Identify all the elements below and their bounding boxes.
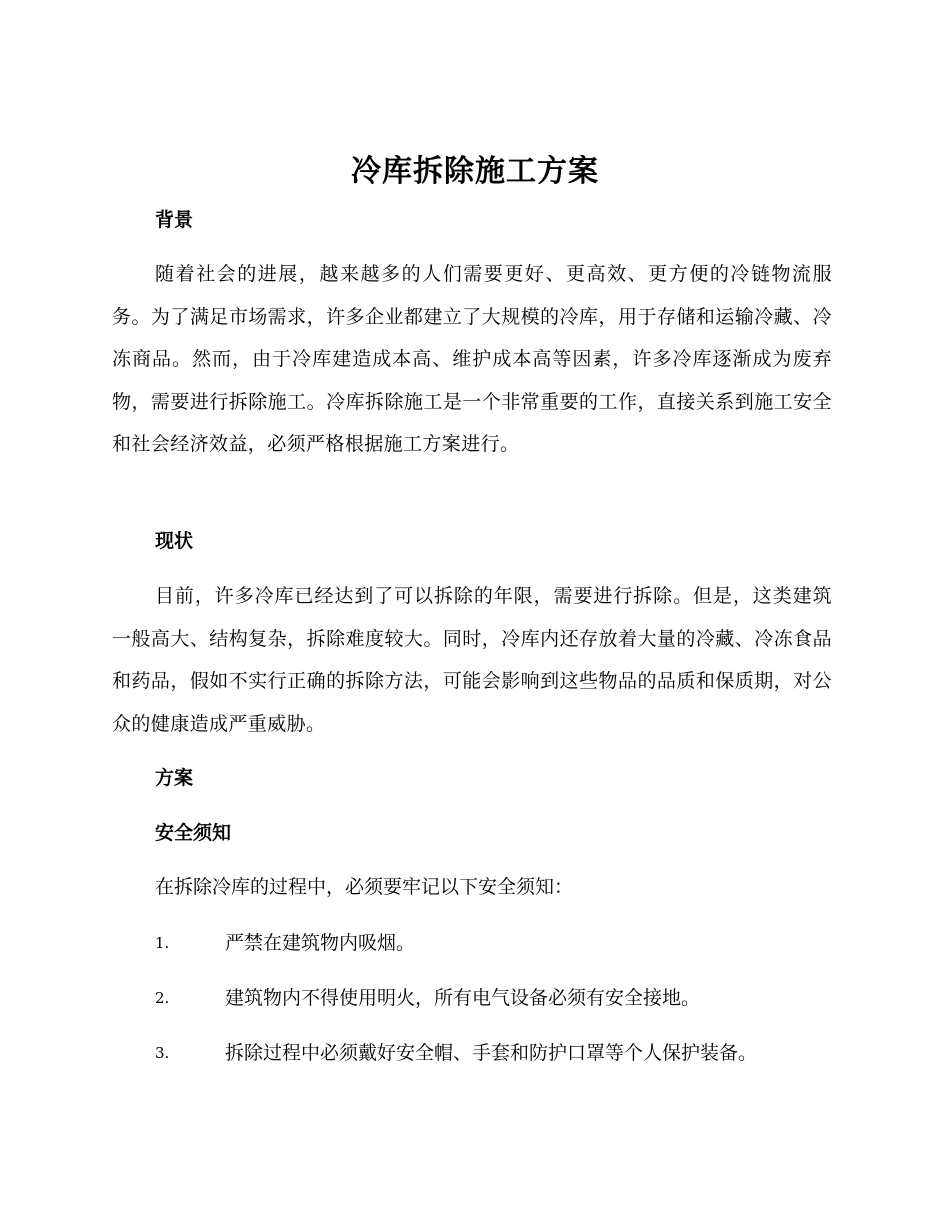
list-number: 2.	[155, 989, 170, 1007]
list-text: 建筑物内不得使用明火，所有电气设备必须有安全接地。	[225, 987, 701, 1009]
section-heading-background: 背景	[155, 209, 194, 231]
list-text: 拆除过程中必须戴好安全帽、手套和防护口罩等个人保护装备。	[225, 1042, 758, 1064]
document-title: 冷库拆除施工方案	[351, 154, 599, 189]
section-heading-status: 现状	[155, 530, 194, 552]
list-text: 严禁在建筑物内吸烟。	[225, 932, 416, 954]
status-paragraph: 目前，许多冷库已经达到了可以拆除的年限，需要进行拆除。但是，这类建筑一般高大、结构复杂，拆除难度较大。同时，冷库内还存放着大量的冷藏、冷冻食品和药品，假如不实行正确的拆除方法，可能会影响到这些物品的品质和保质期，对公众的健康造成严重威胁。	[112, 585, 832, 735]
safety-intro: 在拆除冷库的过程中，必须要牢记以下安全须知：	[155, 876, 574, 898]
section-heading-safety: 安全须知	[155, 822, 232, 844]
background-paragraph: 随着社会的进展，越来越多的人们需要更好、更高效、更方便的冷链物流服务。为了满足市场需求，许多企业都建立了大规模的冷库，用于存储和运输冷藏、冷冻商品。然而，由于冷库建造成本高、维护成本高等因素，许多冷库逐渐成为废弃物，需要进行拆除施工。冷库拆除施工是一个非常重要的工作，直接关系到施工安全和社会经济效益，必须严格根据施工方案进行。	[112, 263, 832, 455]
list-number: 3.	[155, 1044, 170, 1062]
section-heading-plan: 方案	[155, 767, 194, 789]
list-number: 1.	[155, 934, 170, 952]
